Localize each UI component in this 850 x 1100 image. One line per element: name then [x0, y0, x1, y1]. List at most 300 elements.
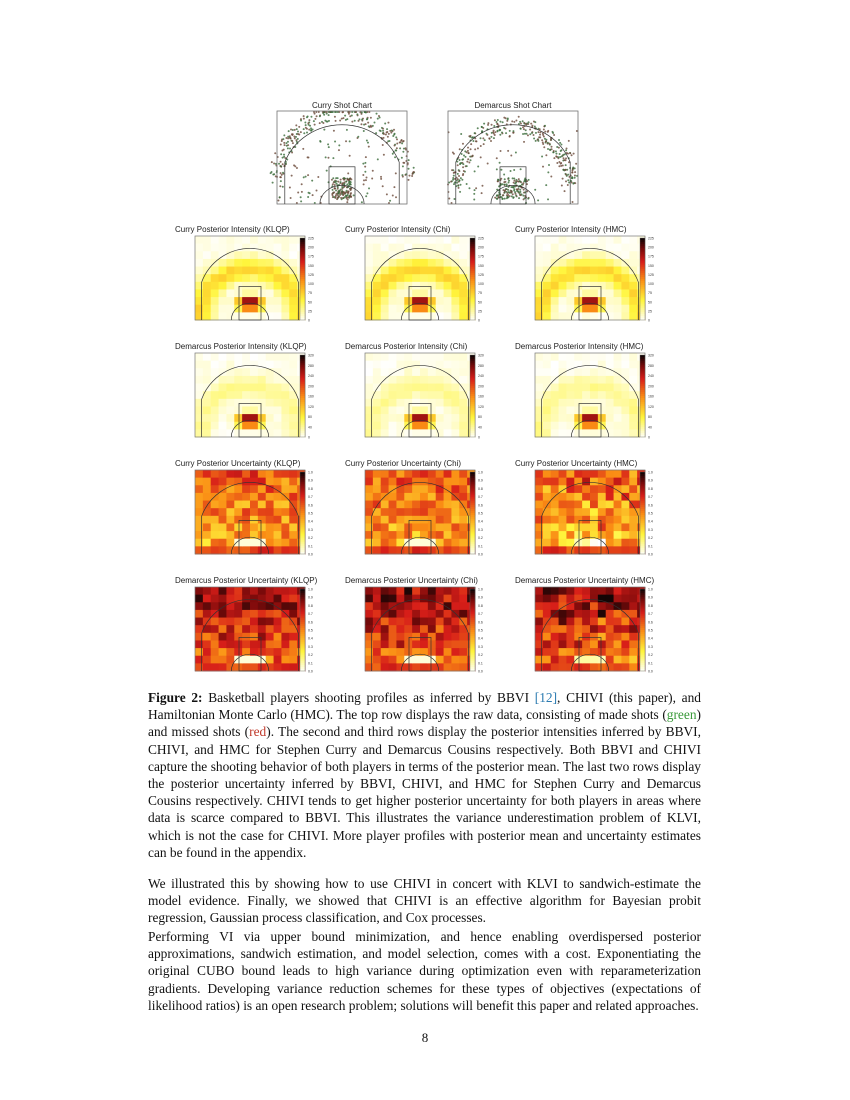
- heatmap-cell: [543, 282, 551, 290]
- heatmap-cell: [582, 391, 590, 399]
- heatmap-cell: [444, 414, 452, 422]
- shot-point: [466, 183, 468, 185]
- shot-point: [328, 146, 330, 148]
- heatmap-cell: [266, 640, 274, 648]
- heatmap-cell: [444, 656, 452, 664]
- heatmap-cell: [444, 267, 452, 275]
- heatmap-cell: [451, 531, 459, 539]
- shot-point: [496, 194, 498, 196]
- heatmap-cell: [574, 523, 582, 531]
- heatmap-cell: [258, 516, 266, 524]
- shot-point: [572, 167, 574, 169]
- heatmap-cell: [226, 429, 234, 437]
- heatmap-cell: [451, 640, 459, 648]
- heatmap-cell: [203, 610, 211, 618]
- shot-point: [408, 175, 410, 177]
- colorbar-tick-label: 75: [478, 291, 482, 296]
- heatmap-cell: [598, 422, 606, 430]
- heatmap-cell: [582, 602, 590, 610]
- heatmap-cell: [250, 618, 258, 626]
- heatmap-cell: [574, 470, 582, 478]
- shot-point: [335, 177, 337, 179]
- heatmap-cell: [459, 312, 467, 320]
- shot-point: [402, 176, 404, 178]
- shot-point: [484, 139, 486, 141]
- shot-point: [334, 116, 336, 118]
- shot-point: [281, 174, 283, 176]
- shot-point: [396, 138, 398, 140]
- heatmap-cell: [396, 244, 404, 252]
- shot-point: [527, 134, 529, 136]
- shot-point: [341, 190, 343, 192]
- heatmap-cell: [614, 531, 622, 539]
- heatmap-cell: [274, 610, 282, 618]
- heatmap-cell: [459, 587, 467, 595]
- heatmap-cell: [203, 485, 211, 493]
- heatmap-cell: [234, 470, 242, 478]
- heatmap-cell: [428, 312, 436, 320]
- heatmap-cell: [629, 656, 637, 664]
- colorbar-tick-label: 75: [308, 291, 312, 296]
- shot-point: [524, 197, 526, 199]
- heatmap-cell: [365, 267, 373, 275]
- heatmap-cell: [373, 251, 381, 259]
- heatmap-cell: [396, 523, 404, 531]
- shot-point: [343, 197, 345, 199]
- colorbar-tick-label: 200: [308, 384, 314, 389]
- heatmap-cell: [535, 297, 543, 305]
- heatmap-cell: [543, 493, 551, 501]
- heatmap-cell: [396, 289, 404, 297]
- shot-point: [508, 177, 510, 179]
- heatmap-cell: [614, 399, 622, 407]
- heatmap-cell: [543, 539, 551, 547]
- heatmap-cell: [381, 546, 389, 554]
- heatmap-cell: [219, 391, 227, 399]
- heatmap-cell: [420, 610, 428, 618]
- shot-point: [574, 177, 576, 179]
- heatmap-cell: [614, 663, 622, 671]
- heatmap-cell: [606, 422, 614, 430]
- heatmap-cell: [614, 305, 622, 313]
- heatmap-cell: [606, 282, 614, 290]
- heatmap-cell: [412, 368, 420, 376]
- heatmap-cell: [289, 595, 297, 603]
- heatmap-cell: [436, 422, 444, 430]
- heatmap-cell: [211, 236, 219, 244]
- heatmap-cell: [250, 399, 258, 407]
- shot-point: [451, 169, 453, 171]
- heatmap-cell: [621, 353, 629, 361]
- heatmap-cell: [590, 656, 598, 664]
- heatmap-cell: [590, 422, 598, 430]
- heatmap-cell: [396, 312, 404, 320]
- heatmap-cell: [365, 587, 373, 595]
- heatmap-cell: [420, 539, 428, 547]
- heatmap-cell: [535, 531, 543, 539]
- colorbar-tick-label: 50: [478, 300, 482, 305]
- shot-point: [292, 142, 294, 144]
- shot-point: [524, 179, 526, 181]
- shot-point: [316, 189, 318, 191]
- shot-point: [365, 156, 367, 158]
- shot-point: [287, 141, 289, 143]
- heatmap-cell: [590, 289, 598, 297]
- heatmap-cell: [396, 391, 404, 399]
- heatmap-cell: [211, 539, 219, 547]
- heatmap-cell: [274, 470, 282, 478]
- shot-point: [401, 139, 403, 141]
- heatmap-cell: [598, 618, 606, 626]
- heatmap-cell: [234, 414, 242, 422]
- heatmap-cell: [203, 399, 211, 407]
- colorbar-tick-label: 0.6: [308, 620, 313, 625]
- citation-link[interactable]: [12]: [534, 690, 558, 705]
- heatmap-cell: [219, 289, 227, 297]
- heatmap-cell: [211, 368, 219, 376]
- heatmap-cell: [543, 478, 551, 486]
- shot-point: [468, 187, 470, 189]
- shot-point: [470, 159, 472, 161]
- heatmap-cell: [629, 493, 637, 501]
- shot-point: [473, 193, 475, 195]
- shot-point: [332, 177, 334, 179]
- shot-point: [373, 122, 375, 124]
- heatmap-cell: [281, 618, 289, 626]
- heatmap-cell: [598, 282, 606, 290]
- heatmap-cell: [444, 391, 452, 399]
- heatmap-cell: [258, 625, 266, 633]
- shot-point: [328, 120, 330, 122]
- heatmap-cell: [428, 485, 436, 493]
- heatmap-cell: [614, 633, 622, 641]
- heatmap-cell: [373, 531, 381, 539]
- heatmap-cell: [590, 282, 598, 290]
- shot-point: [533, 137, 535, 139]
- colorbar-tick-label: 0.7: [308, 612, 313, 617]
- heatmap-cell: [590, 244, 598, 252]
- shot-point: [518, 178, 520, 180]
- shot-point: [386, 131, 388, 133]
- heatmap-cell: [219, 595, 227, 603]
- heatmap-cell: [404, 663, 412, 671]
- heatmap-cell: [266, 244, 274, 252]
- shot-point: [489, 138, 491, 140]
- shot-point: [282, 138, 284, 140]
- heatmap-cell: [274, 406, 282, 414]
- heatmap-cell: [281, 501, 289, 509]
- heatmap-cell: [420, 391, 428, 399]
- heatmap-cell: [451, 587, 459, 595]
- heatmap-cell: [559, 406, 567, 414]
- heatmap-cell: [242, 406, 250, 414]
- heatmap-cell: [381, 305, 389, 313]
- shot-point: [466, 161, 468, 163]
- shot-point: [470, 143, 472, 145]
- shot-point: [462, 174, 464, 176]
- heatmap-cell: [226, 406, 234, 414]
- intensity-heatmap: [195, 236, 305, 320]
- heatmap-cell: [606, 516, 614, 524]
- heatmap-cell: [274, 259, 282, 267]
- heatmap-cell: [574, 610, 582, 618]
- heatmap-cell: [281, 663, 289, 671]
- heatmap-cell: [289, 523, 297, 531]
- heatmap-cell: [590, 633, 598, 641]
- heatmap-cell: [436, 531, 444, 539]
- heatmap-cell: [365, 516, 373, 524]
- heatmap-cell: [444, 429, 452, 437]
- heatmap-cell: [211, 640, 219, 648]
- heatmap-cell: [459, 368, 467, 376]
- shot-point: [336, 198, 338, 200]
- shot-point: [526, 180, 528, 182]
- heatmap-cell: [266, 618, 274, 626]
- shot-point: [556, 146, 558, 148]
- heatmap-cell: [444, 305, 452, 313]
- shot-point: [270, 172, 272, 174]
- uncertainty-heatmap: [365, 470, 475, 554]
- heatmap-cell: [598, 236, 606, 244]
- heatmap-cell: [219, 587, 227, 595]
- heatmap-cell: [389, 236, 397, 244]
- heatmap-cell: [451, 297, 459, 305]
- shot-point: [403, 162, 405, 164]
- heatmap-cell: [621, 422, 629, 430]
- heatmap-cell: [614, 312, 622, 320]
- shot-point: [312, 194, 314, 196]
- heatmap-cell: [274, 305, 282, 313]
- heatmap-cell: [590, 384, 598, 392]
- heatmap-cell: [420, 289, 428, 297]
- heatmap-cell: [365, 282, 373, 290]
- colorbar: [470, 472, 494, 558]
- heatmap-cell: [203, 305, 211, 313]
- shot-point: [512, 193, 514, 195]
- heatmap-cell: [365, 663, 373, 671]
- heatmap-cell: [203, 656, 211, 664]
- shot-point: [395, 136, 397, 138]
- colorbar-tick-label: 0.2: [308, 653, 313, 658]
- heatmap-cell: [629, 399, 637, 407]
- shot-point: [519, 192, 521, 194]
- heatmap-cell: [559, 297, 567, 305]
- heatmap-cell: [420, 312, 428, 320]
- heatmap-cell: [621, 633, 629, 641]
- heatmap-cell: [444, 633, 452, 641]
- heatmap-cell: [373, 376, 381, 384]
- heatmap-cell: [606, 523, 614, 531]
- heatmap-cell: [266, 587, 274, 595]
- heatmap-cell: [606, 353, 614, 361]
- heatmap-cell: [451, 368, 459, 376]
- shot-point: [504, 190, 506, 192]
- shot-point: [340, 192, 342, 194]
- shot-point: [513, 180, 515, 182]
- heatmap-cell: [420, 274, 428, 282]
- heatmap-cell: [381, 353, 389, 361]
- heatmap-cell: [404, 493, 412, 501]
- heatmap-cell: [420, 656, 428, 664]
- heatmap-cell: [436, 493, 444, 501]
- heatmap-cell: [629, 353, 637, 361]
- shot-point: [291, 133, 293, 135]
- heatmap-cell: [590, 539, 598, 547]
- shot-point: [297, 191, 299, 193]
- heatmap-cell: [420, 406, 428, 414]
- heatmap-cell: [459, 470, 467, 478]
- heatmap-cell: [621, 305, 629, 313]
- shot-point: [386, 193, 388, 195]
- shot-point: [547, 148, 549, 150]
- shot-point: [348, 191, 350, 193]
- heatmap-cell: [412, 391, 420, 399]
- heatmap-cell: [535, 376, 543, 384]
- heatmap-cell: [598, 391, 606, 399]
- heatmap-cell: [590, 429, 598, 437]
- caption-bbvi: BBVI: [497, 690, 530, 705]
- heatmap-cell: [582, 618, 590, 626]
- shot-point: [385, 134, 387, 136]
- shot-point: [383, 137, 385, 139]
- shot-point: [320, 141, 322, 143]
- heatmap-cell: [551, 587, 559, 595]
- heatmap-cell: [289, 648, 297, 656]
- shot-point: [335, 180, 337, 182]
- colorbar-tick-label: 0.5: [648, 511, 653, 516]
- heatmap-cell: [389, 376, 397, 384]
- uncertainty-heatmap: [535, 470, 645, 554]
- heatmap-cell: [566, 259, 574, 267]
- heatmap-cell: [590, 368, 598, 376]
- heatmap-cell: [234, 353, 242, 361]
- shot-point: [575, 163, 577, 165]
- shot-point: [490, 140, 492, 142]
- heatmap-cell: [606, 539, 614, 547]
- heatmap-cell: [211, 478, 219, 486]
- shot-point: [499, 129, 501, 131]
- heatmap-cell: [219, 399, 227, 407]
- heatmap-cell: [606, 305, 614, 313]
- shot-point: [280, 165, 282, 167]
- shot-point: [493, 125, 495, 127]
- heatmap-cell: [459, 602, 467, 610]
- heatmap-cell: [289, 251, 297, 259]
- heatmap-cell: [451, 648, 459, 656]
- heatmap-cell: [219, 259, 227, 267]
- heatmap-cell: [258, 531, 266, 539]
- heatmap-cell: [373, 602, 381, 610]
- heatmap-cell: [250, 429, 258, 437]
- heatmap-cell: [365, 470, 373, 478]
- heatmap-cell: [535, 282, 543, 290]
- heatmap-cell: [203, 648, 211, 656]
- heatmap-cell: [195, 602, 203, 610]
- heatmap-cell: [598, 376, 606, 384]
- heatmap-cell: [281, 516, 289, 524]
- shot-point: [541, 155, 543, 157]
- colorbar-tick-label: 50: [648, 300, 652, 305]
- heatmap-cell: [250, 368, 258, 376]
- shot-point: [534, 121, 536, 123]
- heatmap-cell: [444, 478, 452, 486]
- shot-point: [362, 163, 364, 165]
- heatmap-cell: [274, 633, 282, 641]
- heatmap-cell: [535, 610, 543, 618]
- heatmap-cell: [381, 282, 389, 290]
- heatmap-cell: [404, 516, 412, 524]
- shot-point: [544, 138, 546, 140]
- heatmap-cell: [211, 546, 219, 554]
- heatmap-cell: [559, 656, 567, 664]
- shot-point: [271, 161, 273, 163]
- heatmap-cell: [621, 625, 629, 633]
- heatmap-cell: [266, 470, 274, 478]
- shot-point: [290, 129, 292, 131]
- heatmap-cell: [590, 493, 598, 501]
- heatmap-cell: [195, 406, 203, 414]
- heatmap-cell: [420, 633, 428, 641]
- heatmap-cell: [574, 267, 582, 275]
- heatmap-cell: [459, 282, 467, 290]
- heatmap-cell: [566, 399, 574, 407]
- heatmap-cell: [242, 312, 250, 320]
- shot-point: [345, 119, 347, 121]
- heatmap-cell: [203, 259, 211, 267]
- heatmap-cell: [226, 244, 234, 252]
- heatmap-cell: [420, 422, 428, 430]
- heatmap-cell: [412, 478, 420, 486]
- heatmap-cell: [250, 633, 258, 641]
- heatmap-cell: [428, 236, 436, 244]
- heatmap-cell: [373, 361, 381, 369]
- heatmap-cell: [226, 493, 234, 501]
- heatmap-cell: [574, 516, 582, 524]
- shot-point: [300, 196, 302, 198]
- shot-point: [350, 188, 352, 190]
- heatmap-cell: [582, 539, 590, 547]
- heatmap-cell: [404, 587, 412, 595]
- heatmap-cell: [258, 282, 266, 290]
- shot-point: [280, 161, 282, 163]
- shot-point: [509, 130, 511, 132]
- colorbar: [640, 589, 664, 675]
- heatmap-cell: [582, 244, 590, 252]
- colorbar-tick-label: 125: [648, 272, 654, 277]
- heatmap-cell: [535, 353, 543, 361]
- heatmap-cell: [211, 251, 219, 259]
- heatmap-cell: [203, 391, 211, 399]
- heatmap-cell: [373, 625, 381, 633]
- heatmap-cell: [195, 531, 203, 539]
- heatmap-cell: [629, 595, 637, 603]
- heatmap-cell: [266, 289, 274, 297]
- heatmap-cell: [551, 485, 559, 493]
- heatmap-cell: [281, 648, 289, 656]
- colorbar-tick-label: 0.7: [308, 495, 313, 500]
- heatmap-cell: [559, 508, 567, 516]
- heatmap-cell: [289, 539, 297, 547]
- shot-point: [309, 125, 311, 127]
- colorbar-tick-label: 1.0: [308, 470, 313, 475]
- colorbar-tick-label: 0.5: [478, 628, 483, 633]
- shot-point: [565, 180, 567, 182]
- heatmap-cell: [606, 470, 614, 478]
- heatmap-cell: [274, 656, 282, 664]
- shot-point: [395, 196, 397, 198]
- heatmap-cell: [219, 648, 227, 656]
- heatmap-cell: [274, 531, 282, 539]
